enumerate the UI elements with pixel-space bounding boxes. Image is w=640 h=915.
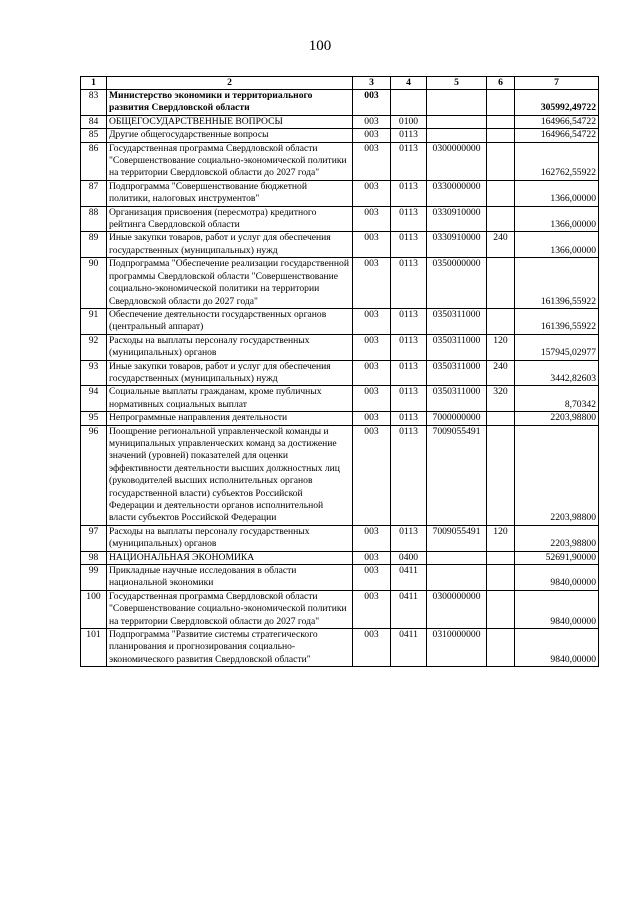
row-expense-type [487, 425, 515, 525]
row-grbs-code: 003 [353, 525, 391, 551]
row-target-article: 0350311000 [427, 386, 487, 412]
row-section-code: 0113 [391, 308, 427, 334]
row-number: 101 [81, 629, 107, 667]
row-expense-type [487, 142, 515, 180]
row-expense-type [487, 206, 515, 232]
row-target-article [427, 551, 487, 564]
table-row [81, 425, 599, 525]
row-grbs-code: 003 [353, 206, 391, 232]
row-grbs-code: 003 [353, 180, 391, 206]
table-row [81, 142, 599, 180]
table-row [81, 115, 599, 128]
row-name: Подпрограмма "Обеспечение реализации государственной программы Свердловской области "Совершенствование социально-экономической политики на территории Свердловской области до 2027 года" [107, 258, 353, 309]
row-target-article: 0310000000 [427, 629, 487, 667]
table-row [81, 551, 599, 564]
row-name: Иные закупки товаров, работ и услуг для обеспечения государственных (муниципальных) нужд [107, 232, 353, 258]
header-cell: 4 [391, 77, 427, 90]
row-section-code [391, 90, 427, 116]
header-cell: 3 [353, 77, 391, 90]
table-row [81, 206, 599, 232]
row-section-code: 0411 [391, 590, 427, 628]
row-name: Обеспечение деятельности государственных органов (центральный аппарат) [107, 308, 353, 334]
row-grbs-code: 003 [353, 425, 391, 525]
row-name: Государственная программа Свердловской области "Совершенствование социально-экономической политики на территории Свердловской области до 2027 года" [107, 142, 353, 180]
row-grbs-code: 003 [353, 308, 391, 334]
row-target-article: 0350311000 [427, 334, 487, 360]
row-section-code: 0113 [391, 412, 427, 425]
row-section-code: 0100 [391, 115, 427, 128]
header-cell: 5 [427, 77, 487, 90]
row-section-code: 0411 [391, 629, 427, 667]
row-name: Прикладные научные исследования в области национальной экономики [107, 565, 353, 591]
table-row [81, 386, 599, 412]
header-cell: 1 [81, 77, 107, 90]
row-expense-type [487, 129, 515, 142]
row-name: Организация присвоения (пересмотра) кредитного рейтинга Свердловской области [107, 206, 353, 232]
page-number: 100 [308, 38, 332, 54]
row-name: НАЦИОНАЛЬНАЯ ЭКОНОМИКА [107, 551, 353, 564]
table-row [81, 308, 599, 334]
row-expense-type [487, 308, 515, 334]
row-amount: 52691,90000 [515, 551, 599, 564]
row-target-article: 7000000000 [427, 412, 487, 425]
row-target-article [427, 129, 487, 142]
row-number: 83 [81, 90, 107, 116]
row-amount: 2203,98800 [515, 525, 599, 551]
row-number: 86 [81, 142, 107, 180]
row-name: Поощрение региональной управленческой команды и муниципальных управленческих команд за достижение значений (уровней) показателей для оценки эффективности деятельности высших должностных лиц (руководителей высших исполнительных органов государственной власти) субъектов Российской Федерации и деятельности органов исполнительной власти субъектов Российской Федерации [107, 425, 353, 525]
row-target-article: 0300000000 [427, 590, 487, 628]
row-expense-type [487, 180, 515, 206]
row-target-article: 7009055491 [427, 425, 487, 525]
row-amount: 157945,02977 [515, 334, 599, 360]
table-row [81, 525, 599, 551]
header-cell: 7 [515, 77, 599, 90]
row-section-code: 0113 [391, 258, 427, 309]
header-cell: 6 [487, 77, 515, 90]
row-amount: 3442,82603 [515, 360, 599, 386]
header-cell: 2 [107, 77, 353, 90]
row-expense-type [487, 115, 515, 128]
table-row [81, 129, 599, 142]
row-section-code: 0113 [391, 180, 427, 206]
row-target-article: 0330910000 [427, 232, 487, 258]
row-grbs-code: 003 [353, 115, 391, 128]
row-expense-type: 320 [487, 386, 515, 412]
row-amount: 9840,00000 [515, 629, 599, 667]
row-name: Другие общегосударственные вопросы [107, 129, 353, 142]
row-number: 88 [81, 206, 107, 232]
row-target-article [427, 565, 487, 591]
row-section-code: 0113 [391, 142, 427, 180]
row-section-code: 0113 [391, 360, 427, 386]
row-name: Подпрограмма "Развитие системы стратегического планирования и прогнозирования социально-экономического развития Свердловской области" [107, 629, 353, 667]
row-grbs-code: 003 [353, 412, 391, 425]
row-number: 95 [81, 412, 107, 425]
table-row [81, 232, 599, 258]
row-name: Государственная программа Свердловской области "Совершенствование социально-экономической политики на территории Свердловской области до 2027 года" [107, 590, 353, 628]
row-grbs-code: 003 [353, 334, 391, 360]
row-name: Расходы на выплаты персоналу государственных (муниципальных) органов [107, 525, 353, 551]
row-number: 92 [81, 334, 107, 360]
row-amount: 164966,54722 [515, 115, 599, 128]
row-amount: 164966,54722 [515, 129, 599, 142]
row-name: Социальные выплаты гражданам, кроме публичных нормативных социальных выплат [107, 386, 353, 412]
row-section-code: 0113 [391, 129, 427, 142]
row-number: 93 [81, 360, 107, 386]
row-grbs-code: 003 [353, 360, 391, 386]
row-grbs-code: 003 [353, 590, 391, 628]
row-amount: 1366,00000 [515, 180, 599, 206]
row-grbs-code: 003 [353, 386, 391, 412]
row-number: 90 [81, 258, 107, 309]
row-grbs-code: 003 [353, 232, 391, 258]
row-section-code: 0113 [391, 334, 427, 360]
row-section-code: 0113 [391, 525, 427, 551]
row-number: 99 [81, 565, 107, 591]
row-name: Иные закупки товаров, работ и услуг для обеспечения государственных (муниципальных) нужд [107, 360, 353, 386]
row-section-code: 0113 [391, 232, 427, 258]
row-amount: 9840,00000 [515, 565, 599, 591]
row-section-code: 0113 [391, 206, 427, 232]
row-number: 97 [81, 525, 107, 551]
row-amount: 9840,00000 [515, 590, 599, 628]
row-grbs-code: 003 [353, 565, 391, 591]
row-expense-type [487, 629, 515, 667]
row-name: Непрограммные направления деятельности [107, 412, 353, 425]
row-expense-type: 120 [487, 525, 515, 551]
row-number: 87 [81, 180, 107, 206]
row-number: 98 [81, 551, 107, 564]
row-expense-type [487, 258, 515, 309]
row-grbs-code: 003 [353, 142, 391, 180]
row-expense-type [487, 551, 515, 564]
row-target-article: 0300000000 [427, 142, 487, 180]
table-row [81, 90, 599, 116]
row-amount: 305992,49722 [515, 90, 599, 116]
table-row [81, 565, 599, 591]
row-number: 94 [81, 386, 107, 412]
row-target-article: 7009055491 [427, 525, 487, 551]
table-row [81, 360, 599, 386]
row-grbs-code: 003 [353, 90, 391, 116]
row-target-article: 0330910000 [427, 206, 487, 232]
row-number: 100 [81, 590, 107, 628]
table-row [81, 334, 599, 360]
row-section-code: 0411 [391, 565, 427, 591]
row-amount: 8,70342 [515, 386, 599, 412]
table-body [81, 90, 599, 667]
row-amount: 162762,55922 [515, 142, 599, 180]
row-grbs-code: 003 [353, 258, 391, 309]
row-amount: 161396,55922 [515, 258, 599, 309]
row-amount: 2203,98800 [515, 425, 599, 525]
table-row [81, 629, 599, 667]
row-expense-type [487, 565, 515, 591]
row-name: Подпрограмма "Совершенствование бюджетной политики, налоговых инструментов" [107, 180, 353, 206]
row-expense-type: 240 [487, 232, 515, 258]
row-number: 84 [81, 115, 107, 128]
row-target-article: 0350311000 [427, 360, 487, 386]
row-amount: 2203,98800 [515, 412, 599, 425]
row-expense-type [487, 412, 515, 425]
table-row [81, 258, 599, 309]
row-name: Министерство экономики и территориального развития Свердловской области [107, 90, 353, 116]
row-expense-type: 240 [487, 360, 515, 386]
row-amount: 1366,00000 [515, 232, 599, 258]
table-row [81, 590, 599, 628]
row-number: 89 [81, 232, 107, 258]
row-target-article [427, 90, 487, 116]
row-section-code: 0113 [391, 386, 427, 412]
header-row [81, 77, 599, 90]
row-name: Расходы на выплаты персоналу государственных (муниципальных) органов [107, 334, 353, 360]
row-amount: 161396,55922 [515, 308, 599, 334]
row-number: 85 [81, 129, 107, 142]
row-target-article: 0350311000 [427, 308, 487, 334]
row-number: 91 [81, 308, 107, 334]
row-target-article [427, 115, 487, 128]
row-name: ОБЩЕГОСУДАРСТВЕННЫЕ ВОПРОСЫ [107, 115, 353, 128]
row-section-code: 0113 [391, 425, 427, 525]
row-grbs-code: 003 [353, 129, 391, 142]
row-target-article: 0350000000 [427, 258, 487, 309]
row-section-code: 0400 [391, 551, 427, 564]
row-expense-type [487, 590, 515, 628]
row-number: 96 [81, 425, 107, 525]
row-expense-type: 120 [487, 334, 515, 360]
row-target-article: 0330000000 [427, 180, 487, 206]
row-grbs-code: 003 [353, 629, 391, 667]
table-row [81, 412, 599, 425]
row-grbs-code: 003 [353, 551, 391, 564]
table-row [81, 180, 599, 206]
row-expense-type [487, 90, 515, 116]
row-amount: 1366,00000 [515, 206, 599, 232]
budget-table [80, 76, 599, 667]
